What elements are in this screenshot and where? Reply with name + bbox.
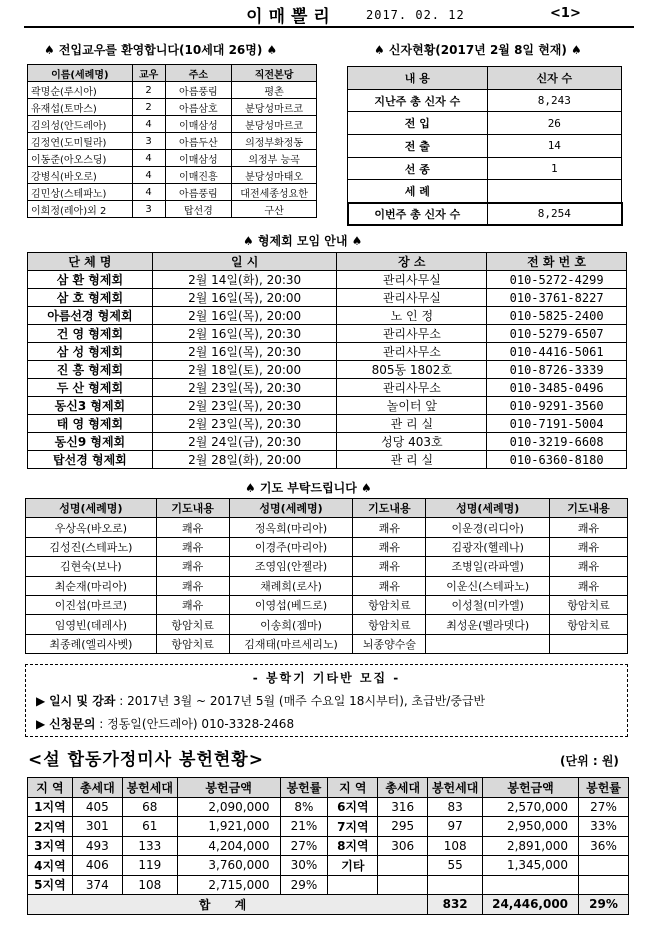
column-header: 봉헌률 [280,778,328,798]
table-cell: 이매삼성 [165,150,232,167]
table-row [28,289,627,307]
column-header: 이름(세례명) [28,65,133,82]
table-cell: 8% [280,797,328,817]
table-cell: 쾌유 [156,518,229,537]
column-header: 성명(세례명) [229,499,353,518]
table-cell: 2지역 [28,817,73,837]
table-row [348,112,622,135]
table-cell: 관리사무소 [337,343,487,361]
table-cell: 김현숙(보나) [26,557,157,576]
table-cell: 건 영 형제회 [28,325,153,343]
welcome-table [27,64,317,218]
table-cell: 6지역 [328,797,378,817]
column-header: 총세대 [72,778,122,798]
table-cell: 30% [280,856,328,876]
notice-title: - 봉학기 기타반 모집 - [252,671,401,685]
table-cell: 97 [428,817,483,837]
table-cell: 탑선경 [165,201,232,218]
table-cell: 68 [122,797,177,817]
table-cell: 2월 16일(목), 20:00 [152,289,337,307]
table-row [28,797,629,817]
table-cell: 8지역 [328,836,378,856]
table-cell: 삼 성 형제회 [28,343,153,361]
table-cell: 김성진(스테파노) [26,537,157,556]
table-cell: 4,204,000 [177,836,280,856]
table-cell: 26 [487,112,621,135]
column-header: 단 체 명 [28,253,153,271]
table-cell: 최성운(벨라뎃다) [426,615,550,634]
table-cell [579,856,629,876]
table-cell: 2월 23일(목), 20:30 [152,415,337,433]
table-cell: 분당성마르코 [232,99,317,116]
table-row [348,135,622,158]
table-cell: 뇌종양수술 [353,634,426,653]
table-cell: 아름풍림 [165,184,232,201]
bullet-icon: ▶ [36,694,46,708]
table-cell: 이운경(리디아) [426,518,550,537]
table-cell: 010-4416-5061 [487,343,627,361]
table-cell: 306 [378,836,428,856]
column-header: 지 역 [328,778,378,798]
table-cell: 삼 호 형제회 [28,289,153,307]
column-header: 교우 [132,65,165,82]
table-cell: 010-5272-4299 [487,271,627,289]
table-row [26,576,628,595]
table-row [28,271,627,289]
table-cell: 405 [72,797,122,817]
table-cell: 4지역 [28,856,73,876]
column-header: 일 시 [152,253,337,271]
total-households: 832 [428,895,483,915]
table-cell [378,875,428,895]
table-cell: 133 [122,836,177,856]
table-cell: 8,254 [487,203,621,226]
table-cell: 2 [132,82,165,99]
table-cell [428,875,483,895]
schedule-label: 일시 및 강좌 [49,694,116,708]
table-cell: 3,760,000 [177,856,280,876]
table-cell: 쾌유 [156,576,229,595]
table-cell: 2월 23일(목), 20:30 [152,397,337,415]
table-cell: 55 [428,856,483,876]
table-cell: 010-3219-6608 [487,433,627,451]
table-cell [579,875,629,895]
table-cell: 이경주(마리아) [229,537,353,556]
table-cell: 316 [378,797,428,817]
table-cell: 83 [428,797,483,817]
table-cell: 우상옥(바오로) [26,518,157,537]
table-cell: 쾌유 [550,518,628,537]
column-header: 봉헌금액 [177,778,280,798]
table-row [28,856,629,876]
table-cell: 동신9 형제회 [28,433,153,451]
table-row [28,307,627,325]
table-row [348,157,622,180]
table-cell: 항암치료 [156,615,229,634]
total-amount: 24,446,000 [483,895,579,915]
table-row [26,557,628,576]
table-cell: 쾌유 [156,595,229,614]
table-cell: 항암치료 [550,595,628,614]
table-row [28,184,317,201]
table-cell: 기타 [328,856,378,876]
table-cell: 374 [72,875,122,895]
column-header: 성명(세례명) [426,499,550,518]
table-cell: 놀이터 앞 [337,397,487,415]
table-cell: 유재섭(토마스) [28,99,133,116]
table-row [28,379,627,397]
column-header: 총세대 [378,778,428,798]
table-cell: 2월 16일(목), 20:30 [152,325,337,343]
column-header: 봉헌세대 [122,778,177,798]
table-cell: 010-8726-3339 [487,361,627,379]
table-cell: 이성철(미카엘) [426,595,550,614]
table-cell [378,856,428,876]
table-cell: 아름풍림 [165,82,232,99]
table-cell: 동신3 형제회 [28,397,153,415]
column-header: 기도내용 [550,499,628,518]
table-cell: 이매진흥 [165,167,232,184]
table-cell: 선 종 [348,157,488,180]
table-cell: 29% [280,875,328,895]
table-cell [487,180,621,203]
table-cell: 구산 [232,201,317,218]
table-cell: 최종례(엘리사벳) [26,634,157,653]
table-cell: 김정연(도미틸라) [28,133,133,150]
table-cell: 평촌 [232,82,317,99]
table-cell: 대전세종성요한 [232,184,317,201]
table-cell: 김민상(스테파노) [28,184,133,201]
table-cell: 관 리 실 [337,415,487,433]
total-rate: 29% [579,895,629,915]
table-cell: 2월 24일(금), 20:30 [152,433,337,451]
table-cell: 1지역 [28,797,73,817]
table-row [28,116,317,133]
table-cell: 1 [487,157,621,180]
table-cell: 27% [280,836,328,856]
meetings-title: ♠ 형제회 모임 안내 ♠ [243,234,363,248]
table-cell: 이운신(스테파노) [426,576,550,595]
table-cell: 조영임(안젤라) [229,557,353,576]
table-cell: 노 인 정 [337,307,487,325]
guitar-class-notice [25,664,628,737]
table-cell: 119 [122,856,177,876]
table-cell: 493 [72,836,122,856]
table-cell: 쾌유 [156,557,229,576]
table-row [28,343,627,361]
column-header: 기도내용 [156,499,229,518]
table-cell: 2,570,000 [483,797,579,817]
notice-contact-line [36,715,617,732]
column-header: 봉헌금액 [483,778,579,798]
table-cell: 이진섭(마르코) [26,595,157,614]
table-row [26,537,628,556]
table-row [348,203,622,226]
table-cell: 4 [132,184,165,201]
fund-table [27,777,629,915]
table-cell: 관리사무소 [337,379,487,397]
table-cell: 쾌유 [353,557,426,576]
table-cell: 의정부 능곡 [232,150,317,167]
table-cell: 세 례 [348,180,488,203]
table-cell: 최순재(마리아) [26,576,157,595]
total-row [28,895,629,915]
table-cell: 쾌유 [353,518,426,537]
table-cell: 4 [132,150,165,167]
bullet-icon: ▶ [36,717,46,731]
column-header: 주소 [165,65,232,82]
table-cell: 정옥희(마리아) [229,518,353,537]
table-row [28,451,627,469]
table-cell: 전 출 [348,135,488,158]
table-cell: 3 [132,133,165,150]
table-cell: 4 [132,116,165,133]
column-header: 직전본당 [232,65,317,82]
table-cell: 삼 환 형제회 [28,271,153,289]
table-cell: 2월 14일(화), 20:30 [152,271,337,289]
table-cell: 406 [72,856,122,876]
table-cell: 8,243 [487,89,621,112]
column-header: 기도내용 [353,499,426,518]
table-cell: 2,891,000 [483,836,579,856]
table-cell: 김의성(안드레아) [28,116,133,133]
column-header: 신자 수 [487,67,621,90]
table-cell: 진 흥 형제회 [28,361,153,379]
table-cell: 108 [428,836,483,856]
prayer-title: ♠ 기도 부탁드립니다 ♠ [245,481,372,495]
fund-title: <설 합동가정미사 봉헌현황> [28,750,264,770]
table-cell: 14 [487,135,621,158]
issue-date: 2017. 02. 12 [366,8,465,22]
table-row [28,82,317,99]
table-cell [550,634,628,653]
table-cell: 295 [378,817,428,837]
newsletter-title: 이매뽈리 [246,7,336,27]
table-cell: 채례희(로사) [229,576,353,595]
table-cell: 108 [122,875,177,895]
table-cell: 쾌유 [550,576,628,595]
table-cell: 쾌유 [550,537,628,556]
table-cell: 010-3761-8227 [487,289,627,307]
table-cell: 김광자(헬레나) [426,537,550,556]
table-cell: 태 영 형제회 [28,415,153,433]
table-cell: 이영섭(베드로) [229,595,353,614]
table-row [28,201,317,218]
table-cell: 301 [72,817,122,837]
fund-unit: (단위 : 원) [560,754,619,768]
table-cell: 2월 16일(목), 20:30 [152,343,337,361]
contact-label: 신청문의 [49,717,96,731]
column-header: 지 역 [28,778,73,798]
table-cell: 항암치료 [550,615,628,634]
table-cell: 36% [579,836,629,856]
table-cell: 3지역 [28,836,73,856]
column-header: 장 소 [337,253,487,271]
table-row [28,415,627,433]
table-cell: 010-3485-0496 [487,379,627,397]
table-cell: 2월 23일(목), 20:30 [152,379,337,397]
table-cell: 7지역 [328,817,378,837]
table-row [28,167,317,184]
table-row [348,180,622,203]
table-row [28,836,629,856]
table-cell: 이송희(젬마) [229,615,353,634]
table-cell: 조병일(라파엘) [426,557,550,576]
table-row [28,150,317,167]
table-cell: 27% [579,797,629,817]
table-cell [426,634,550,653]
table-cell: 이번주 총 신자 수 [348,203,488,226]
column-header: 봉헌세대 [428,778,483,798]
table-row [28,433,627,451]
table-cell: 관 리 실 [337,451,487,469]
table-cell: 이희정(레아)외 2 [28,201,133,218]
table-cell: 2월 18일(토), 20:00 [152,361,337,379]
table-cell: 탑선경 형제회 [28,451,153,469]
table-cell: 김재태(마르세리노) [229,634,353,653]
table-cell: 항암치료 [156,634,229,653]
table-cell: 010-7191-5004 [487,415,627,433]
table-cell: 2,090,000 [177,797,280,817]
page-number: <1> [550,6,581,21]
table-row [26,634,628,653]
table-cell: 805동 1802호 [337,361,487,379]
table-cell: 1,345,000 [483,856,579,876]
table-cell: 010-9291-3560 [487,397,627,415]
table-cell: 분당성마태오 [232,167,317,184]
table-cell: 010-6360-8180 [487,451,627,469]
table-cell: 5지역 [28,875,73,895]
table-row [28,875,629,895]
table-row [28,361,627,379]
table-cell: 1,921,000 [177,817,280,837]
table-cell: 쾌유 [550,557,628,576]
table-row [28,99,317,116]
table-cell: 33% [579,817,629,837]
table-cell: 성당 403호 [337,433,487,451]
table-cell: 2월 16일(목), 20:00 [152,307,337,325]
table-row [26,615,628,634]
notice-schedule-line [36,692,617,709]
welcome-title: ♠ 전입교우를 환영합니다(10세대 26명) ♠ [44,43,278,57]
table-cell: 2,950,000 [483,817,579,837]
table-cell [328,875,378,895]
table-row [28,133,317,150]
table-cell: 쾌유 [353,576,426,595]
table-cell: 전 입 [348,112,488,135]
table-row [28,817,629,837]
table-cell: 강병식(바오로) [28,167,133,184]
table-row [26,518,628,537]
table-cell: 2월 28일(화), 20:00 [152,451,337,469]
column-header: 봉헌률 [579,778,629,798]
table-cell: 이매삼성 [165,116,232,133]
table-cell: 이동준(아오스딩) [28,150,133,167]
table-row [348,89,622,112]
table-cell: 두 산 형제회 [28,379,153,397]
table-cell: 3 [132,201,165,218]
table-cell: 관리사무소 [337,325,487,343]
table-cell: 아름삼호 [165,99,232,116]
schedule-text: : 2017년 3월 ~ 2017년 5월 (매주 수요일 18시부터), 초급반/중급반 [115,694,486,708]
stats-table [347,66,622,226]
table-cell: 곽명순(루시아) [28,82,133,99]
total-label: 합 계 [28,895,428,915]
column-header: 내 용 [348,67,488,90]
column-header: 성명(세례명) [26,499,157,518]
table-cell: 항암치료 [353,615,426,634]
table-cell: 의정부화정동 [232,133,317,150]
table-cell: 2 [132,99,165,116]
header-divider [24,26,634,28]
table-cell: 항암치료 [353,595,426,614]
table-cell: 21% [280,817,328,837]
table-cell: 4 [132,167,165,184]
stats-title: ♠ 신자현황(2017년 2월 8일 현재) ♠ [374,43,582,57]
table-cell: 관리사무실 [337,271,487,289]
contact-text: : 정동일(안드레아) 010-3328-2468 [95,717,295,731]
table-cell: 2,715,000 [177,875,280,895]
table-cell: 010-5825-2400 [487,307,627,325]
table-cell: 아름선경 형제회 [28,307,153,325]
table-cell: 61 [122,817,177,837]
prayer-table [25,498,628,654]
meetings-table [27,252,627,469]
column-header: 전 화 번 호 [487,253,627,271]
table-row [28,397,627,415]
table-cell: 관리사무실 [337,289,487,307]
table-cell: 쾌유 [156,537,229,556]
table-row [26,595,628,614]
table-cell: 임영빈(데레사) [26,615,157,634]
table-cell: 쾌유 [353,537,426,556]
table-cell: 아름두산 [165,133,232,150]
table-cell: 분당성마르코 [232,116,317,133]
table-cell: 010-5279-6507 [487,325,627,343]
table-cell: 지난주 총 신자 수 [348,89,488,112]
table-cell [483,875,579,895]
table-row [28,325,627,343]
